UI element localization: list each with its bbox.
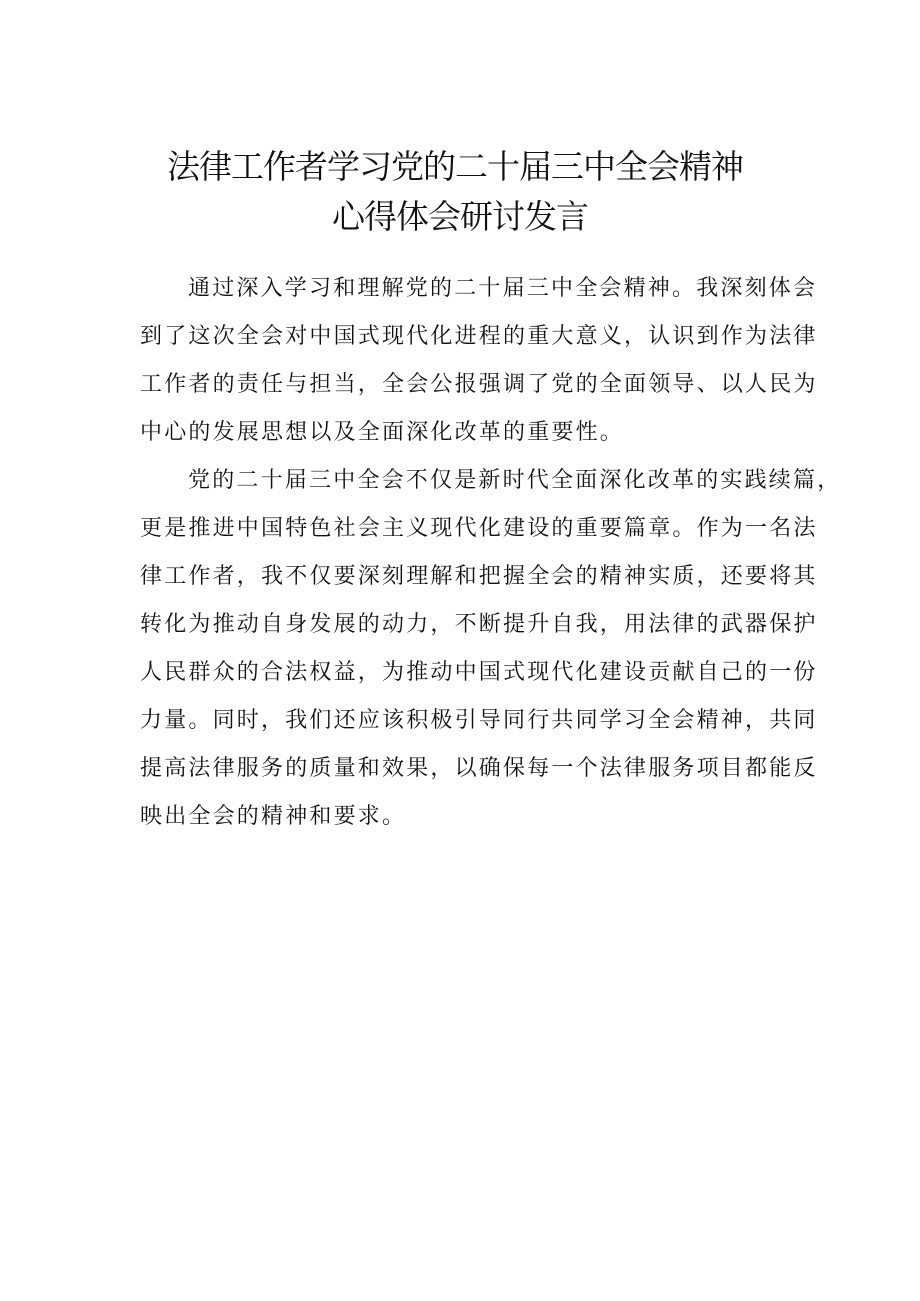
paragraph-line: 通过深入学习和理解党的二十届三中全会精神。我深刻体会 [188, 276, 818, 301]
title-line-2: 心得体会研讨发言 [332, 197, 588, 236]
paragraph-line: 到了这次全会对中国式现代化进程的重大意义，认识到作为法律 [140, 324, 818, 349]
paragraph-line: 律工作者，我不仅要深刻理解和把握全会的精神实质，还要将其 [140, 564, 818, 589]
paragraph-line: 人民群众的合法权益，为推动中国式现代化建设贡献自己的一份 [140, 660, 818, 685]
paragraph-line: 映出全会的精神和要求。 [140, 804, 407, 829]
document-title [0, 142, 920, 242]
paragraph-line: 力量。同时，我们还应该积极引导同行共同学习全会精神，共同 [140, 708, 818, 733]
title-line-1: 法律工作者学习党的二十届三中全会精神 [167, 147, 743, 186]
paragraph-line: 提高法律服务的质量和效果，以确保每一个法律服务项目都能反 [140, 756, 818, 781]
document-body [140, 265, 842, 841]
paragraph-1 [140, 265, 818, 457]
paragraph-2 [140, 457, 842, 841]
paragraph-line: 转化为推动自身发展的动力，不断提升自我，用法律的武器保护 [140, 612, 818, 637]
paragraph-line: 工作者的责任与担当，全会公报强调了党的全面领导、以人民为 [140, 372, 818, 397]
paragraph-line: 党的二十届三中全会不仅是新时代全面深化改革的实践续篇， [188, 468, 842, 493]
paragraph-line: 更是推进中国特色社会主义现代化建设的重要篇章。作为一名法 [140, 516, 818, 541]
paragraph-line: 中心的发展思想以及全面深化改革的重要性。 [140, 420, 625, 445]
